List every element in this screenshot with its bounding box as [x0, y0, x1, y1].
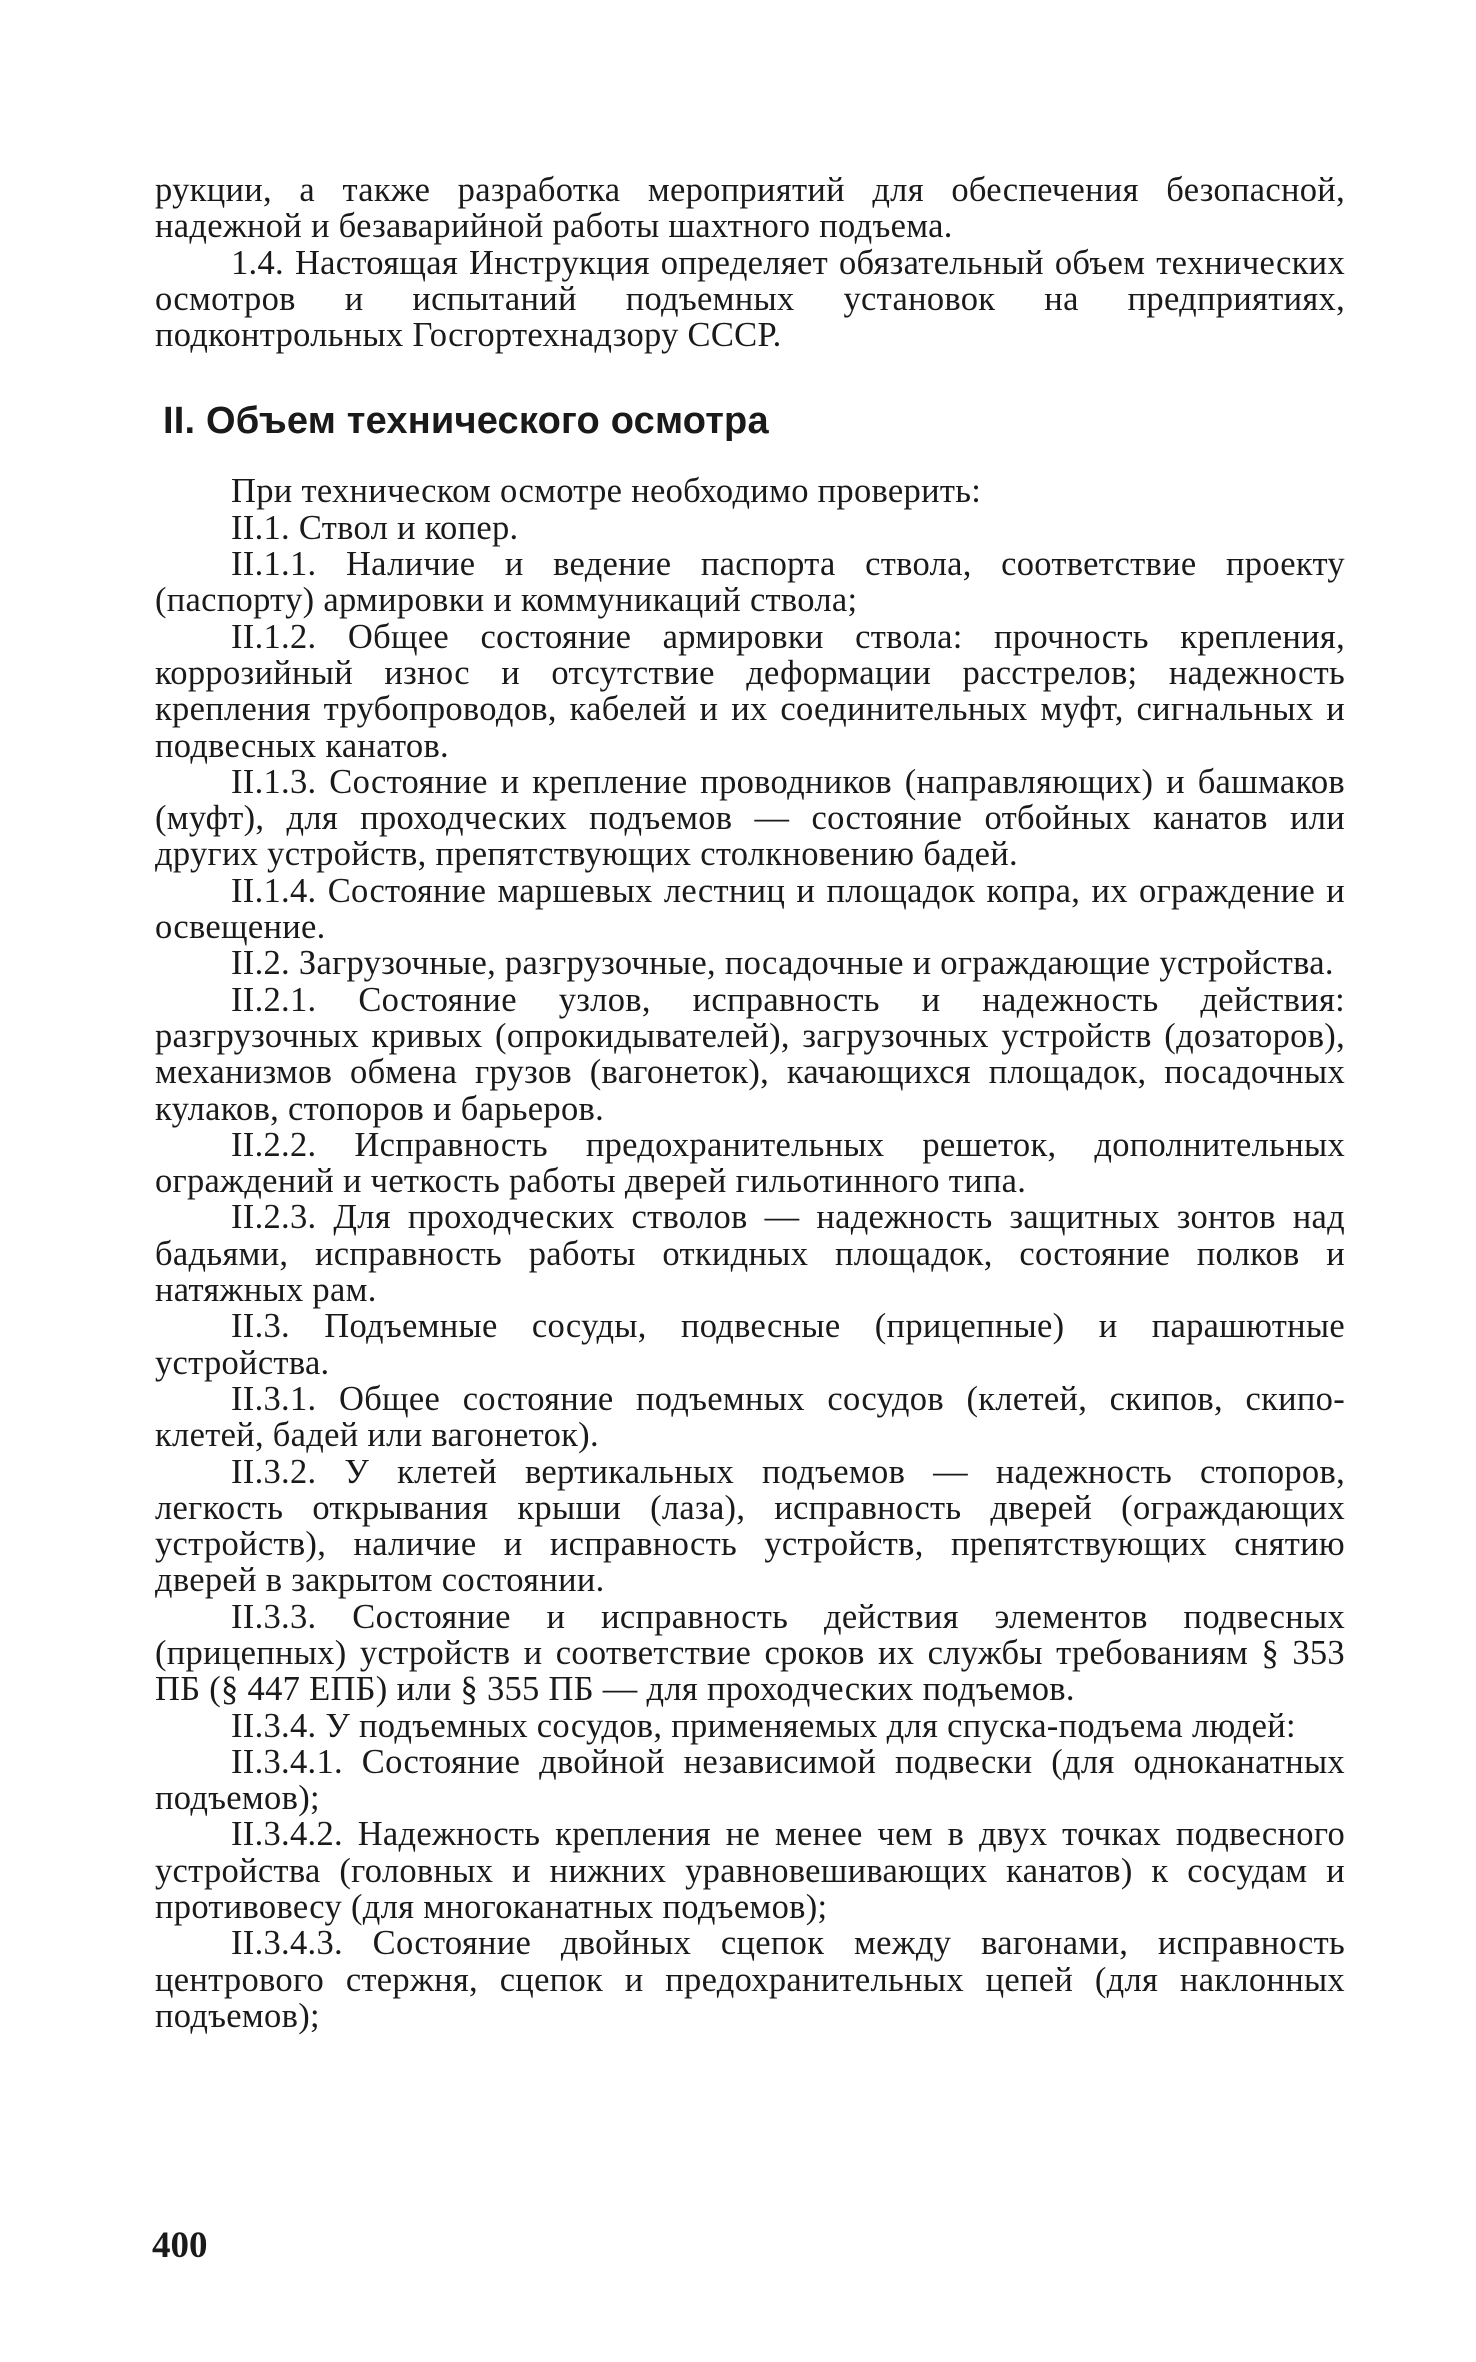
paragraph-II-2-2: II.2.2. Исправность предохранительных решеток, дополнительных ограждений и четкость работы дверей гильотинного типа.: [155, 1125, 1345, 1201]
paragraph-II-1: II.1. Ствол и копер.: [231, 508, 519, 547]
paragraph-II-3-2: II.3.2. У клетей вертикальных подъемов — надежность стопоров, легкость открывания крыши (лаза), исправность дверей (ограждающих устройств), наличие и исправность устройств, препятствующих снятию дверей в закрытом состоянии.: [155, 1452, 1345, 1600]
paragraph-II-1-2: II.1.2. Общее состояние армировки ствола: прочность крепления, коррозийный износ и отсутствие деформации расстрелов; надежность крепления трубопроводов, кабелей и их соединительных муфт, сигнальных и подвесных канатов.: [155, 617, 1345, 765]
paragraph-II-3: II.3. Подъемные сосуды, подвесные (прицепные) и парашютные устройства.: [155, 1307, 1345, 1382]
item-1-4: 1.4. Настоящая Инструкция определяет обязательный объем технических осмотров и испытаний подъемных установок на предприятиях, подконтрольных Госгортехнадзору СССР.: [155, 243, 1345, 355]
paragraph-II-1-1: II.1.1. Наличие и ведение паспорта ствола, соответствие проекту (паспорту) армировки и коммуникаций ствола;: [155, 545, 1345, 620]
paragraph-II-3-4-1: II.3.4.1. Состояние двойной независимой подвески (для одноканатных подъемов);: [155, 1742, 1345, 1818]
paragraph-II-2-3: II.2.3. Для проходческих стволов — надежность защитных зонтов над бадьями, исправность работы откидных площадок, состояние полков и натяжных рам.: [155, 1198, 1345, 1310]
paragraph-II-3-4-2: II.3.4.2. Надежность крепления не менее чем в двух точках подвесного устройства (головных и нижних уравновешивающих канатов) к сосудам и противовесу (для многоканатных подъемов);: [155, 1815, 1345, 1927]
paragraph-II-3-4: II.3.4. У подъемных сосудов, применяемых для спуска-подъема людей:: [231, 1706, 1296, 1745]
page-number: 400: [152, 2225, 208, 2266]
paragraph-II-1-3: II.1.3. Состояние и крепление проводников (направляющих) и башмаков (муфт), для проходческих подъемов — состояние отбойных канатов или других устройств, препятствующих столкновению бадей.: [155, 762, 1345, 874]
document-page: [155, 172, 1345, 2034]
section-lead: При техническом осмотре необходимо проверить:: [231, 472, 982, 511]
paragraph-II-3-1: II.3.1. Общее состояние подъемных сосудов (клетей, скипов, скипо-клетей, бадей или вагонеток).: [155, 1379, 1345, 1455]
section-heading: II. Объем технического осмотра: [163, 400, 769, 443]
paragraph-II-2: II.2. Загрузочные, разгрузочные, посадочные и ограждающие устройства.: [231, 944, 1334, 983]
paragraph-II-3-3: II.3.3. Состояние и исправность действия элементов подвесных (прицепных) устройств и соответствие сроков их службы требованиям § 353 ПБ (§ 447 ЕПБ) или § 355 ПБ — для проходческих подъемов.: [155, 1597, 1345, 1709]
intro-continuation: рукции, а также разработка мероприятий для обеспечения безопасной, надежной и безаварийной работы шахтного подъема.: [155, 171, 1345, 246]
paragraph-II-1-4: II.1.4. Состояние маршевых лестниц и площадок копра, их ограждение и освещение.: [155, 871, 1345, 947]
paragraph-II-2-1: II.2.1. Состояние узлов, исправность и надежность действия: разгрузочных кривых (опрокидывателей), загрузочных устройств (дозаторов), механизмов обмена грузов (вагонеток), качающихся площадок, посадочных кулаков, стопоров и барьеров.: [155, 980, 1345, 1128]
paragraph-II-3-4-3: II.3.4.3. Состояние двойных сцепок между вагонами, исправность центрового стержня, сцепок и предохранительных цепей (для наклонных подъемов);: [155, 1924, 1345, 2035]
